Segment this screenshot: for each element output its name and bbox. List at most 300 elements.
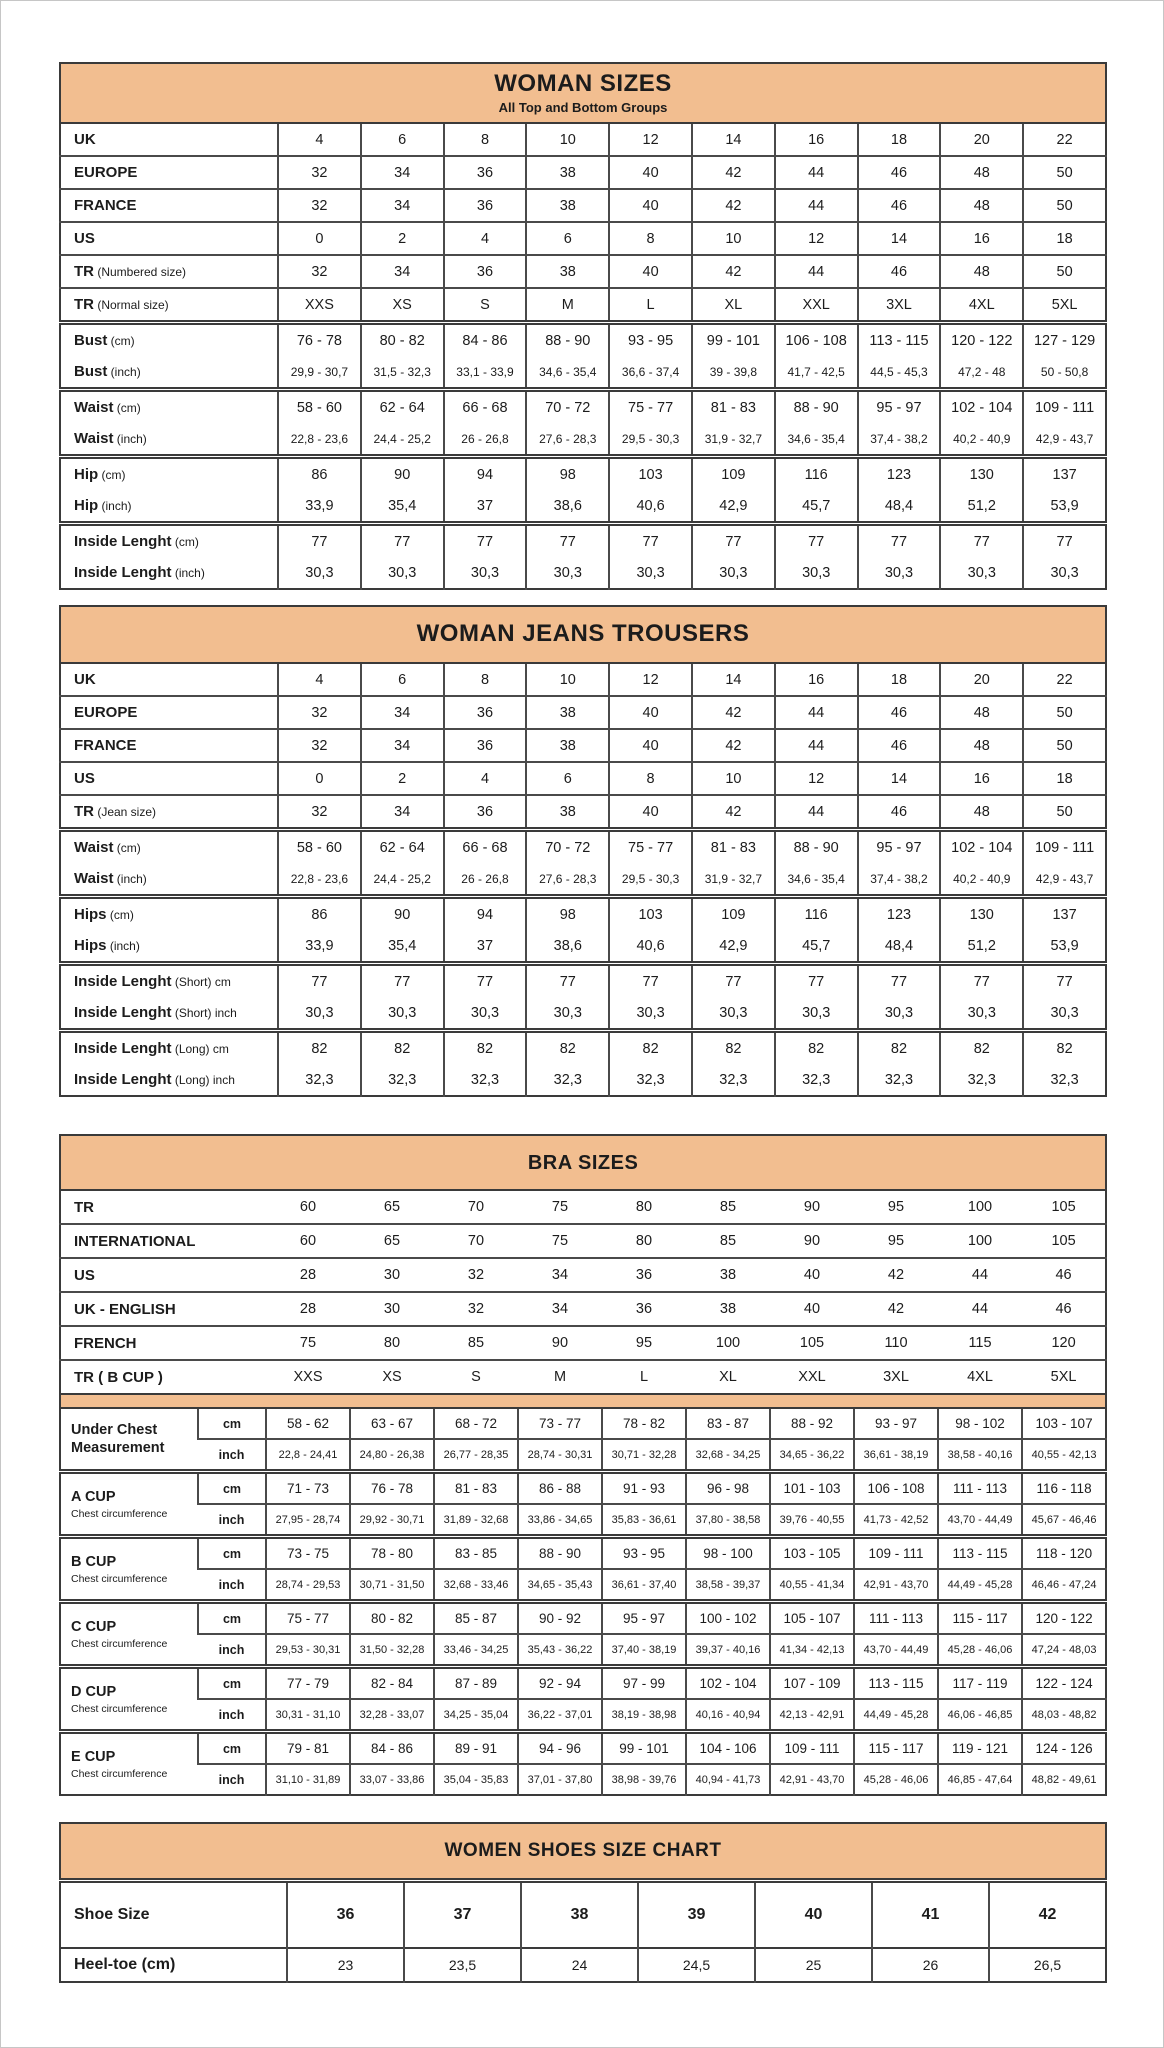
size-value-cell: 58 - 60 bbox=[278, 830, 361, 864]
size-value-cell: 83 - 85 bbox=[434, 1537, 518, 1570]
size-value-cell: 65 bbox=[383, 1199, 401, 1215]
size-value-cell: 36 bbox=[287, 1881, 404, 1949]
cup-label-cell bbox=[60, 1472, 198, 1537]
size-value-cell: 12 bbox=[775, 762, 858, 795]
size-value-cell: M bbox=[526, 288, 609, 323]
size-value-cell: 8 bbox=[609, 762, 692, 795]
table-row bbox=[60, 997, 1106, 1031]
table-row bbox=[60, 288, 1106, 323]
size-value-cell: 75 - 77 bbox=[609, 830, 692, 864]
size-value-cell: 85 - 87 bbox=[434, 1602, 518, 1635]
size-value-cell: 34,6 - 35,4 bbox=[775, 423, 858, 457]
size-value-cell: 40 bbox=[609, 255, 692, 288]
size-value-cell: 120 - 122 bbox=[940, 323, 1023, 357]
cup-label-cell bbox=[60, 1667, 198, 1732]
size-value-cell: 90 - 92 bbox=[518, 1602, 602, 1635]
row-label-note: (Long) cm bbox=[171, 1042, 229, 1056]
woman-jeans-header bbox=[60, 606, 1106, 663]
size-value-cell: 109 - 111 bbox=[1023, 390, 1106, 424]
row-label-cell bbox=[60, 557, 278, 589]
size-value-cell: 70 - 72 bbox=[526, 830, 609, 864]
cup-cm-row bbox=[60, 1408, 1106, 1439]
size-value-cell: 32,3 bbox=[940, 1064, 1023, 1096]
size-value-cell: 36 bbox=[444, 696, 527, 729]
size-value-cell: 90 bbox=[361, 897, 444, 931]
size-value-cell: 3XL bbox=[858, 288, 941, 323]
size-value-cell: 81 - 83 bbox=[692, 830, 775, 864]
size-value-cell: 109 bbox=[692, 457, 775, 491]
size-value-cell: 37,01 - 37,80 bbox=[518, 1764, 602, 1795]
size-value-cell: 46,06 - 46,85 bbox=[938, 1699, 1022, 1732]
size-value-cell: 27,6 - 28,3 bbox=[526, 423, 609, 457]
cup-inch-row bbox=[60, 1504, 1106, 1537]
size-value-cell: 36 bbox=[444, 189, 527, 222]
table-subtitle: All Top and Bottom Groups bbox=[498, 100, 668, 116]
row-label-cell bbox=[60, 323, 278, 357]
size-value-cell: 77 bbox=[444, 524, 527, 558]
row-label-note: (inch) bbox=[171, 566, 205, 580]
size-value-cell: 62 - 64 bbox=[361, 830, 444, 864]
row-label-note: (inch) bbox=[113, 432, 147, 446]
row-label: FRANCE bbox=[74, 197, 137, 214]
size-value-cell: 18 bbox=[1023, 222, 1106, 255]
size-value-cell: 137 bbox=[1023, 897, 1106, 931]
size-value-cell: 44,5 - 45,3 bbox=[858, 356, 941, 390]
size-value-cell: 38 bbox=[526, 189, 609, 222]
size-value-cell: XS bbox=[361, 288, 444, 323]
size-value-cell: 50 bbox=[1023, 729, 1106, 762]
size-value-cell: 34,6 - 35,4 bbox=[526, 356, 609, 390]
row-label-cell bbox=[60, 762, 278, 795]
table-row bbox=[60, 897, 1106, 931]
size-value-cell: 82 bbox=[609, 1031, 692, 1065]
size-value-cell: 60 bbox=[266, 1224, 350, 1258]
size-value-cell: 123 bbox=[858, 897, 941, 931]
row-label: Inside Lenght bbox=[74, 564, 172, 581]
size-value-cell: 35,4 bbox=[361, 930, 444, 964]
size-value-cell: 116 bbox=[775, 897, 858, 931]
size-value-cell: 0 bbox=[278, 762, 361, 795]
size-value-cell: 42,91 - 43,70 bbox=[854, 1569, 938, 1602]
size-value-cell: 22,8 - 23,6 bbox=[278, 863, 361, 897]
table-row bbox=[60, 762, 1106, 795]
size-value-cell: 16 bbox=[775, 663, 858, 696]
size-value-cell: 4 bbox=[278, 123, 361, 156]
size-value-cell: 77 bbox=[444, 964, 527, 998]
size-value-cell: 32,3 bbox=[361, 1064, 444, 1096]
cup-title: A CUP bbox=[71, 1489, 116, 1506]
size-value-cell: 124 - 126 bbox=[1022, 1732, 1106, 1765]
size-value-cell: 70 - 72 bbox=[526, 390, 609, 424]
size-value-cell: 30,3 bbox=[444, 557, 527, 589]
size-value-cell: 30,3 bbox=[444, 997, 527, 1031]
size-value-cell: 46,46 - 47,24 bbox=[1022, 1569, 1106, 1602]
size-value-cell: 26 - 26,8 bbox=[444, 423, 527, 457]
size-value-cell: 82 bbox=[444, 1031, 527, 1065]
size-value-cell: 89 - 91 bbox=[434, 1732, 518, 1765]
cup-inch-row bbox=[60, 1569, 1106, 1602]
row-label: US bbox=[74, 230, 95, 247]
size-value-cell: 46 bbox=[1022, 1292, 1106, 1326]
size-value-cell: 32,3 bbox=[526, 1064, 609, 1096]
size-value-cell: 116 - 118 bbox=[1022, 1472, 1106, 1505]
size-value-cell: 117 - 119 bbox=[938, 1667, 1022, 1700]
size-value-cell: 75 - 77 bbox=[266, 1602, 350, 1635]
size-value-cell: 73 - 75 bbox=[266, 1537, 350, 1570]
unit-cell: inch bbox=[198, 1634, 266, 1667]
size-value-cell: 0 bbox=[278, 222, 361, 255]
size-value-cell: 80 bbox=[635, 1199, 653, 1215]
size-value-cell: 48,4 bbox=[858, 930, 941, 964]
size-value-cell: 46 bbox=[858, 696, 941, 729]
size-value-cell: 12 bbox=[609, 663, 692, 696]
size-value-cell: 90 bbox=[803, 1199, 821, 1215]
size-value-cell: 90 bbox=[518, 1326, 602, 1360]
size-value-cell: 42 bbox=[692, 255, 775, 288]
size-value-cell: 22,8 - 24,41 bbox=[266, 1439, 350, 1472]
row-label-note: (Normal size) bbox=[94, 298, 169, 312]
row-label: Hips bbox=[74, 906, 107, 923]
size-value-cell: 45,28 - 46,06 bbox=[854, 1764, 938, 1795]
row-label-note: (Short) inch bbox=[171, 1006, 237, 1020]
size-value-cell: 46 bbox=[858, 795, 941, 830]
size-value-cell: 50 - 50,8 bbox=[1023, 356, 1106, 390]
size-value-cell: 22 bbox=[1023, 663, 1106, 696]
size-value-cell: 44 bbox=[775, 255, 858, 288]
size-value-cell: 14 bbox=[692, 663, 775, 696]
size-value-cell: 38 bbox=[526, 255, 609, 288]
size-value-cell: 34 bbox=[518, 1292, 602, 1326]
size-value-cell: 66 - 68 bbox=[444, 390, 527, 424]
table-header-row bbox=[60, 606, 1106, 663]
cup-subtitle: Chest circumference bbox=[71, 1572, 168, 1585]
size-value-cell: 32 bbox=[278, 729, 361, 762]
size-value-cell: 127 - 129 bbox=[1023, 323, 1106, 357]
size-value-cell: 38 bbox=[526, 696, 609, 729]
size-value-cell: 86 bbox=[278, 897, 361, 931]
size-value-cell: 32 bbox=[278, 696, 361, 729]
size-value-cell: 31,9 - 32,7 bbox=[692, 423, 775, 457]
size-value-cell: 77 - 79 bbox=[266, 1667, 350, 1700]
size-value-cell: 24 bbox=[521, 1948, 638, 1982]
row-label-cell bbox=[60, 189, 278, 222]
size-value-cell: S bbox=[434, 1360, 518, 1394]
size-value-cell: 38,58 - 40,16 bbox=[938, 1439, 1022, 1472]
table-row bbox=[60, 390, 1106, 424]
size-value-cell: 5XL bbox=[1023, 288, 1106, 323]
size-value-cell: 84 - 86 bbox=[444, 323, 527, 357]
table-row bbox=[60, 1064, 1106, 1096]
size-value-cell: 12 bbox=[609, 123, 692, 156]
cup-inch-row bbox=[60, 1439, 1106, 1472]
table-title: WOMAN SIZES bbox=[494, 69, 672, 97]
size-value-cell: 106 - 108 bbox=[775, 323, 858, 357]
size-value-cell: 40 bbox=[609, 795, 692, 830]
row-label-cell bbox=[60, 123, 278, 156]
size-value-cell: 40 bbox=[755, 1881, 872, 1949]
size-value-cell: XL bbox=[692, 288, 775, 323]
size-value-cell: 29,5 - 30,3 bbox=[609, 863, 692, 897]
size-value-cell: 93 - 97 bbox=[854, 1408, 938, 1439]
size-value-cell: 75 bbox=[551, 1199, 569, 1215]
size-value-cell: 34 bbox=[361, 795, 444, 830]
size-value-cell: 80 bbox=[350, 1326, 434, 1360]
size-value-cell: 25 bbox=[755, 1948, 872, 1982]
size-value-cell: 47,24 - 48,03 bbox=[1022, 1634, 1106, 1667]
size-value-cell: 16 bbox=[775, 123, 858, 156]
size-value-cell: 95 bbox=[887, 1199, 905, 1215]
cup-label-cell bbox=[60, 1732, 198, 1796]
unit-cell: cm bbox=[198, 1537, 266, 1570]
size-value-cell: 12 bbox=[775, 222, 858, 255]
size-value-cell: 34 bbox=[518, 1258, 602, 1292]
size-value-cell: 40 bbox=[770, 1258, 854, 1292]
row-label: UK bbox=[74, 671, 96, 688]
row-label-cell: UK - ENGLISH bbox=[60, 1292, 266, 1326]
size-value-cell: 100 bbox=[686, 1326, 770, 1360]
size-value-cell: 76 - 78 bbox=[278, 323, 361, 357]
size-value-cell: 44 bbox=[775, 795, 858, 830]
size-value-cell: XS bbox=[350, 1360, 434, 1394]
size-value-cell: 82 bbox=[361, 1031, 444, 1065]
row-label-note: (Numbered size) bbox=[94, 265, 187, 279]
women-shoes-header bbox=[60, 1823, 1106, 1881]
size-value-cell: 137 bbox=[1023, 457, 1106, 491]
table-row bbox=[60, 189, 1106, 222]
size-value-cell: 48 bbox=[940, 255, 1023, 288]
size-value-cell: 30,71 - 32,28 bbox=[602, 1439, 686, 1472]
size-value-cell: 42,9 bbox=[692, 490, 775, 524]
size-value-cell: 8 bbox=[444, 123, 527, 156]
row-label-cell bbox=[60, 288, 278, 323]
row-label-cell: FRENCH bbox=[60, 1326, 266, 1360]
size-value-cell: 77 bbox=[775, 524, 858, 558]
size-value-cell: 101 - 103 bbox=[770, 1472, 854, 1505]
row-label-cell bbox=[60, 964, 278, 998]
size-value-cell: 46 bbox=[858, 156, 941, 189]
size-value-cell: 36 bbox=[444, 729, 527, 762]
size-value-cell: 68 - 72 bbox=[434, 1408, 518, 1439]
size-value-cell: 100 bbox=[938, 1224, 1022, 1258]
size-value-cell: 98 bbox=[526, 897, 609, 931]
woman-jeans-trousers-table bbox=[59, 605, 1107, 1097]
size-value-cell: 116 bbox=[775, 457, 858, 491]
size-value-cell: 10 bbox=[692, 222, 775, 255]
size-value-cell: 30,3 bbox=[858, 997, 941, 1031]
size-value-cell: 32,68 - 34,25 bbox=[686, 1439, 770, 1472]
size-value-cell: 88 - 90 bbox=[526, 323, 609, 357]
size-value-cell: 78 - 82 bbox=[602, 1408, 686, 1439]
size-value-cell: 28,74 - 29,53 bbox=[266, 1569, 350, 1602]
row-label-cell bbox=[60, 696, 278, 729]
size-value-cell: 111 - 113 bbox=[938, 1472, 1022, 1505]
size-value-cell: 30,3 bbox=[940, 997, 1023, 1031]
size-value-cell: 46 bbox=[858, 729, 941, 762]
cup-label-cell bbox=[60, 1602, 198, 1667]
size-value-cell: 50 bbox=[1023, 156, 1106, 189]
cup-inch-row bbox=[60, 1764, 1106, 1795]
size-value-cell: 30,3 bbox=[1023, 997, 1106, 1031]
size-value-cell: 99 - 101 bbox=[602, 1732, 686, 1765]
row-label: Hip bbox=[74, 466, 99, 483]
size-value-cell: 42 bbox=[692, 729, 775, 762]
size-value-cell: 71 - 73 bbox=[266, 1472, 350, 1505]
size-value-cell: 94 bbox=[444, 897, 527, 931]
size-value-cell: 77 bbox=[858, 964, 941, 998]
size-value-cell: 42,9 bbox=[692, 930, 775, 964]
row-label: TR bbox=[74, 296, 94, 313]
size-value-cell: 30,3 bbox=[940, 557, 1023, 589]
row-label: Waist bbox=[74, 870, 114, 887]
size-value-cell: 6 bbox=[361, 663, 444, 696]
unit-cell: cm bbox=[198, 1408, 266, 1439]
row-label-note: (inch) bbox=[98, 499, 132, 513]
size-value-cell: 48 bbox=[940, 156, 1023, 189]
size-value-cell: 29,92 - 30,71 bbox=[350, 1504, 434, 1537]
size-value-cell: 98 - 100 bbox=[686, 1537, 770, 1570]
table-row bbox=[60, 457, 1106, 491]
size-value-cell: 63 - 67 bbox=[350, 1408, 434, 1439]
size-value-cell: 38,98 - 39,76 bbox=[602, 1764, 686, 1795]
row-label-cell bbox=[60, 457, 278, 491]
size-value-cell: 51,2 bbox=[940, 930, 1023, 964]
size-value-cell: 34,25 - 35,04 bbox=[434, 1699, 518, 1732]
row-label-note: (Jean size) bbox=[94, 805, 157, 819]
size-value-cell: 70 bbox=[467, 1199, 485, 1215]
size-value-cell: 30,3 bbox=[775, 557, 858, 589]
row-label-cell bbox=[60, 1881, 287, 1949]
size-value-cell: 40 bbox=[609, 696, 692, 729]
size-value-cell: 90 bbox=[770, 1224, 854, 1258]
size-value-cell: 45,28 - 46,06 bbox=[938, 1634, 1022, 1667]
row-label-note: (Long) inch bbox=[171, 1073, 235, 1087]
table-row bbox=[60, 830, 1106, 864]
size-value-cell: 34,65 - 36,22 bbox=[770, 1439, 854, 1472]
table-row bbox=[60, 423, 1106, 457]
size-value-cell: 104 - 106 bbox=[686, 1732, 770, 1765]
size-value-cell: 24,4 - 25,2 bbox=[361, 863, 444, 897]
row-label: Inside Lenght bbox=[74, 1040, 172, 1057]
size-value-cell: 94 - 96 bbox=[518, 1732, 602, 1765]
size-value-cell: 30,3 bbox=[1023, 557, 1106, 589]
size-value-cell: 48 bbox=[940, 189, 1023, 222]
size-value-cell: 42 bbox=[692, 696, 775, 729]
size-value-cell: 23,5 bbox=[404, 1948, 521, 1982]
size-value-cell: 120 bbox=[1022, 1326, 1106, 1360]
row-label-note: (cm) bbox=[113, 401, 141, 415]
size-value-cell: 29,9 - 30,7 bbox=[278, 356, 361, 390]
size-value-cell: 93 - 95 bbox=[602, 1537, 686, 1570]
size-value-cell: 32,68 - 33,46 bbox=[434, 1569, 518, 1602]
size-value-cell: 38 bbox=[686, 1292, 770, 1326]
size-value-cell: 36 bbox=[602, 1292, 686, 1326]
cup-subtitle: Chest circumference bbox=[71, 1767, 168, 1780]
size-value-cell: 88 - 90 bbox=[518, 1537, 602, 1570]
size-value-cell: 14 bbox=[858, 762, 941, 795]
size-value-cell: 42 bbox=[692, 795, 775, 830]
size-value-cell: 34 bbox=[361, 255, 444, 288]
bra-band-row bbox=[60, 1258, 1106, 1292]
size-value-cell: 75 - 77 bbox=[609, 390, 692, 424]
size-value-cell: 46,85 - 47,64 bbox=[938, 1764, 1022, 1795]
unit-cell: cm bbox=[198, 1732, 266, 1765]
size-value-cell: 97 - 99 bbox=[602, 1667, 686, 1700]
size-value-cell: 20 bbox=[940, 123, 1023, 156]
table-row bbox=[60, 964, 1106, 998]
size-value-cell: 44 bbox=[775, 696, 858, 729]
size-value-cell: 32 bbox=[434, 1258, 518, 1292]
unit-cell: inch bbox=[198, 1439, 266, 1472]
size-value-cell: 31,50 - 32,28 bbox=[350, 1634, 434, 1667]
table-title: WOMAN JEANS TROUSERS bbox=[416, 620, 750, 648]
size-value-cell: 38,58 - 39,37 bbox=[686, 1569, 770, 1602]
size-value-cell: 109 bbox=[692, 897, 775, 931]
table-row bbox=[60, 1948, 1106, 1982]
content-wrap bbox=[1, 62, 1163, 1983]
size-value-cell: 109 - 111 bbox=[1023, 830, 1106, 864]
size-value-cell: 44 bbox=[775, 729, 858, 762]
row-label: EUROPE bbox=[74, 164, 138, 181]
size-value-cell: 58 - 60 bbox=[278, 390, 361, 424]
size-value-cell: 130 bbox=[940, 457, 1023, 491]
table-title: BRA SIZES bbox=[527, 1151, 639, 1174]
size-value-cell: 103 bbox=[609, 457, 692, 491]
size-value-cell: 40 bbox=[770, 1292, 854, 1326]
size-value-cell: 115 - 117 bbox=[854, 1732, 938, 1765]
table-row bbox=[60, 323, 1106, 357]
size-value-cell: 30,3 bbox=[609, 557, 692, 589]
row-label: Heel-toe (cm) bbox=[74, 1956, 176, 1973]
row-label: TR bbox=[74, 803, 94, 820]
size-value-cell: 77 bbox=[278, 524, 361, 558]
size-value-cell: 119 - 121 bbox=[938, 1732, 1022, 1765]
unit-cell: inch bbox=[198, 1504, 266, 1537]
size-value-cell: 43,70 - 44,49 bbox=[854, 1634, 938, 1667]
size-value-cell: 6 bbox=[526, 222, 609, 255]
table-row bbox=[60, 795, 1106, 830]
size-value-cell: 30,31 - 31,10 bbox=[266, 1699, 350, 1732]
size-value-cell: 100 - 102 bbox=[686, 1602, 770, 1635]
size-value-cell: 77 bbox=[361, 524, 444, 558]
size-value-cell: 103 - 107 bbox=[1022, 1408, 1106, 1439]
size-value-cell: 110 bbox=[854, 1326, 938, 1360]
size-value-cell: 34,65 - 35,43 bbox=[518, 1569, 602, 1602]
size-value-cell: 29,5 - 30,3 bbox=[609, 423, 692, 457]
size-value-cell: 44 bbox=[775, 189, 858, 222]
size-value-cell: 42,9 - 43,7 bbox=[1023, 863, 1106, 897]
size-value-cell: 42 bbox=[854, 1258, 938, 1292]
table-row bbox=[60, 1881, 1106, 1949]
size-value-cell: 26 bbox=[872, 1948, 989, 1982]
size-value-cell: 40 bbox=[609, 729, 692, 762]
size-value-cell: 31,89 - 32,68 bbox=[434, 1504, 518, 1537]
size-value-cell: 32,3 bbox=[692, 1064, 775, 1096]
size-value-cell: 26,5 bbox=[989, 1948, 1106, 1982]
unit-cell: inch bbox=[198, 1764, 266, 1795]
size-value-cell: 42 bbox=[989, 1881, 1106, 1949]
size-value-cell: 105 bbox=[1022, 1224, 1106, 1258]
size-value-cell: 16 bbox=[940, 222, 1023, 255]
woman-sizes-table bbox=[59, 62, 1107, 590]
size-value-cell: 105 bbox=[1051, 1199, 1076, 1215]
size-value-cell: M bbox=[518, 1360, 602, 1394]
size-value-cell: 40,55 - 41,34 bbox=[770, 1569, 854, 1602]
size-value-cell: 42,13 - 42,91 bbox=[770, 1699, 854, 1732]
row-label-note: (cm) bbox=[107, 334, 135, 348]
size-value-cell: 4 bbox=[278, 663, 361, 696]
size-value-cell: 73 - 77 bbox=[518, 1408, 602, 1439]
size-value-cell: XXS bbox=[278, 288, 361, 323]
